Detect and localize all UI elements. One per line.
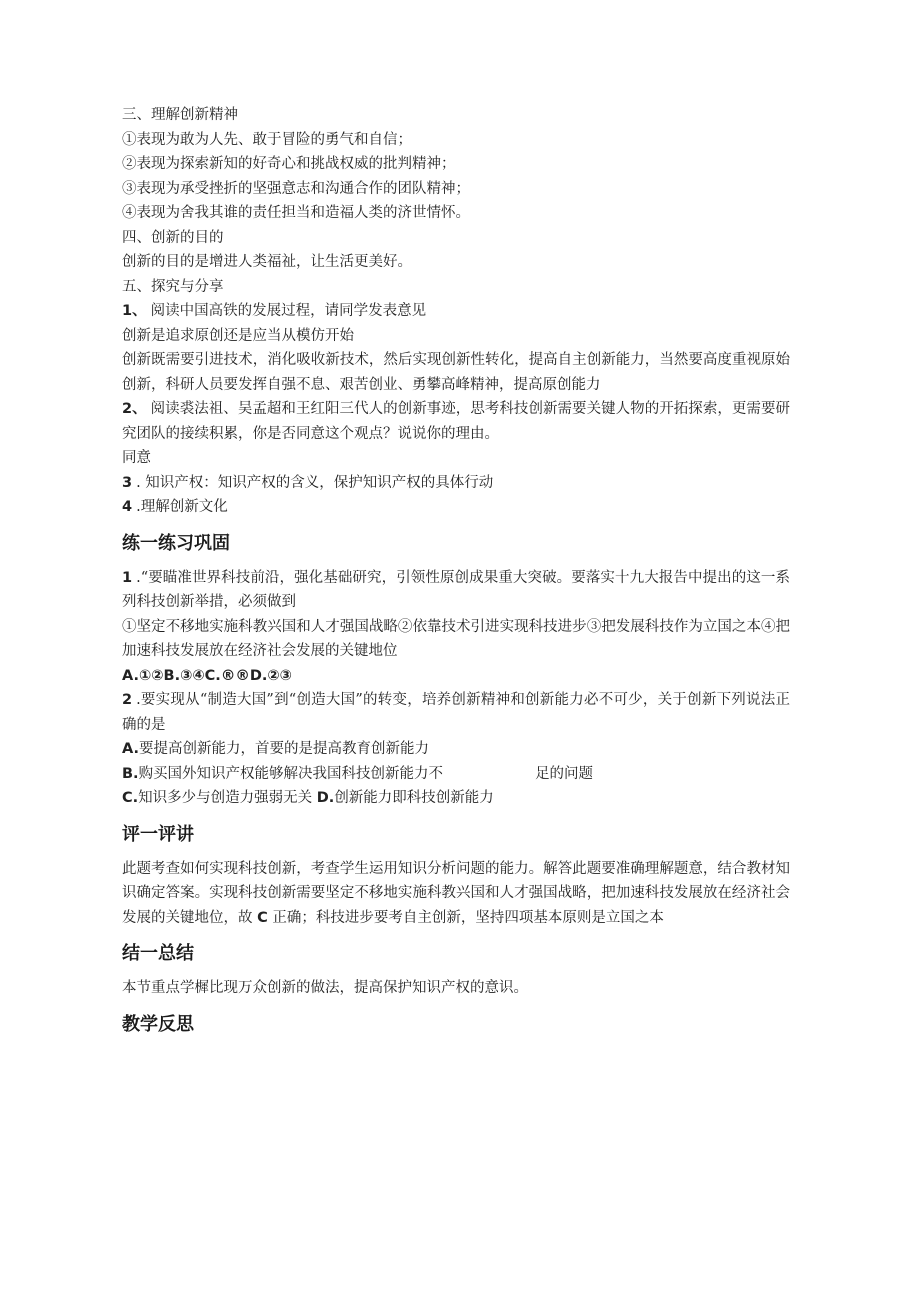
- option-label: B.: [122, 765, 139, 782]
- section3-item-2: ②表现为探索新知的好奇心和挑战权威的批判精神；: [122, 156, 456, 172]
- practice-question-1: [122, 566, 790, 615]
- option-a: [122, 737, 790, 762]
- option-b: [122, 762, 790, 787]
- answer-letter: C: [257, 909, 268, 926]
- question-text: .“要瞄准世界科技前沿，强化基础研究，引领性原创成果重大突破。要落实十九大报告中提出的这一系列科技创新举措，必须做到: [122, 569, 790, 610]
- review-text-part: 此题考查如何实现科技创新，考查学生运用知识分析问题的能力。解答此题要准确理解题意，结合教材知识确定答案。实现科技创新需要坚定不移地实施科教兴国和人才强国战略，把加速科技发展放在经济社会发展的关键地位，故: [122, 860, 790, 926]
- section3-item-1: ①表现为敢为人先、敢于冒险的勇气和自信；: [122, 131, 412, 148]
- item-number: 4: [122, 499, 133, 515]
- practice-heading: 练一练习巩固: [122, 532, 230, 554]
- review-text: [122, 857, 790, 931]
- section4-text: 创新的目的是增进人类福祉，让生活更美好。: [122, 254, 412, 270]
- practice-question-2: [122, 688, 790, 737]
- explore-question-1-topic: 创新是追求原创还是应当从模仿开始: [122, 327, 354, 344]
- explore-question-2-answer: 同意: [122, 450, 151, 466]
- option-label: D.: [316, 790, 335, 806]
- question-text: 阅读中国高铁的发展过程，请同学发表意见: [150, 303, 427, 319]
- question-number: 2: [122, 692, 133, 708]
- explore-item-3: [122, 471, 790, 496]
- option-label: C.: [122, 790, 139, 806]
- question-number: 2、: [122, 401, 147, 417]
- section4-heading: 四、创新的目的: [122, 229, 224, 246]
- option-text-continued: 足的问题: [535, 765, 594, 782]
- summary-heading: 结一总结: [122, 943, 194, 964]
- practice-question-1-options: A.①②B.③④C.®®D.②③: [122, 667, 292, 684]
- option-text: 要提高创新能力，首要的是提高教育创新能力: [139, 741, 429, 757]
- summary-text: 本节重点学樨比现万众创新的做法，提高保护知识产权的意识。: [122, 980, 528, 996]
- explore-question-1: [122, 299, 790, 324]
- question-text: .要实现从“制造大国”到“创造大国”的转变，培养创新精神和创新能力必不可少，关于创新下列说法正确的是: [122, 692, 790, 733]
- explore-question-2: [122, 397, 790, 446]
- item-text: .理解创新文化: [136, 499, 228, 515]
- reflection-heading: 教学反思: [122, 1013, 194, 1035]
- question-number: 1、: [122, 303, 147, 319]
- option-text: 购买国外知识产权能够解决我国科技创新能力不: [138, 765, 444, 782]
- section3-item-3: ③表现为承受挫折的坚强意志和沟通合作的团队精神；: [122, 180, 470, 197]
- option-text: 创新能力即科技创新能力: [334, 790, 494, 806]
- option-text: 知识多少与创造力强弱无关: [138, 790, 313, 806]
- section3-item-4: ④表现为舍我其谁的责任担当和造福人类的济世情怀。: [122, 205, 470, 221]
- section3-heading: 三、理解创新精神: [122, 107, 238, 123]
- section5-heading: 五、探究与分享: [122, 278, 224, 295]
- practice-question-1-statements: ①坚定不移地实施科教兴国和人才强国战略②依靠技术引进实现科技进步③把发展科技作为立国之本④把加速科技发展放在经济社会发展的关键地位: [122, 618, 790, 659]
- explore-question-1-answer: 创新既需要引进技术，消化吸收新技术，然后实现创新性转化，提高自主创新能力，当然要高度重视原始创新，科研人员要发挥自强不息、艰苦创业、勇攀高峰精神，提高原创能力: [122, 352, 790, 393]
- option-label: A.: [122, 741, 139, 757]
- document-page: [122, 103, 790, 1047]
- question-number: 1: [122, 569, 133, 586]
- review-heading: 评一评讲: [122, 823, 194, 845]
- item-number: 3: [122, 474, 133, 491]
- review-text-part: 正确；科技进步要考自主创新，坚持四项基本原则是立国之本: [272, 909, 664, 926]
- option-c-d: [122, 786, 790, 811]
- item-text: . 知识产权：知识产权的含义，保护知识产权的具体行动: [136, 474, 494, 491]
- question-text: 阅读裘法祖、吴孟超和王红阳三代人的创新事迹，思考科技创新需要关键人物的开拓探索，更需要研究团队的接续积累，你是否同意这个观点？说说你的理由。: [122, 401, 790, 442]
- explore-item-4: [122, 495, 790, 520]
